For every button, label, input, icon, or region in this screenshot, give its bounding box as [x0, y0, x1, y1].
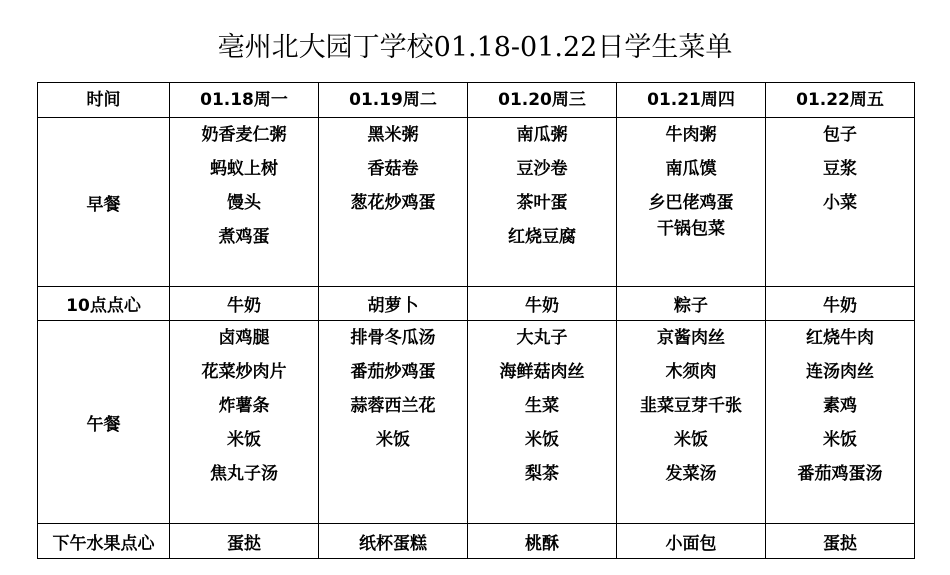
menu-item: 米饭 [525, 430, 559, 450]
breakfast-mon [170, 118, 319, 287]
menu-item: 焦丸子汤 [210, 464, 278, 484]
day-header-fri: 01.22周五 [766, 83, 915, 118]
menu-item: 生菜 [525, 396, 559, 416]
snack-thu: 粽子 [617, 287, 766, 321]
menu-item: 番茄炒鸡蛋 [350, 362, 436, 382]
time-header: 时间 [38, 83, 170, 118]
menu-item: 煮鸡蛋 [218, 227, 270, 247]
menu-item: 红烧牛肉 [806, 328, 874, 348]
breakfast-fri [766, 118, 915, 287]
day-header-wed: 01.20周三 [468, 83, 617, 118]
afternoon-snack-thu: 小面包 [617, 524, 766, 559]
snack-row [38, 287, 915, 321]
snack-mon: 牛奶 [170, 287, 319, 321]
afternoon-snack-mon: 蛋挞 [170, 524, 319, 559]
afternoon-snack-fri: 蛋挞 [766, 524, 915, 559]
breakfast-thu [617, 118, 766, 287]
menu-item: 连汤肉丝 [806, 362, 874, 382]
lunch-thu [617, 321, 766, 524]
menu-item: 乡巴佬鸡蛋 [648, 193, 734, 213]
menu-item: 韭菜豆芽千张 [640, 396, 742, 416]
menu-item: 大丸子 [516, 328, 568, 348]
menu-item: 排骨冬瓜汤 [350, 328, 436, 348]
lunch-mon [170, 321, 319, 524]
page-title: 亳州北大园丁学校01.18-01.22日学生菜单 [217, 32, 733, 63]
menu-item: 炸薯条 [218, 396, 270, 416]
menu-item: 包子 [823, 125, 857, 145]
menu-item: 米饭 [376, 430, 410, 450]
menu-item: 黑米粥 [367, 125, 419, 145]
menu-item: 木须肉 [665, 362, 717, 382]
menu-item: 卤鸡腿 [218, 328, 270, 348]
menu-item: 花菜炒肉片 [201, 362, 287, 382]
menu-item: 京酱肉丝 [657, 328, 725, 348]
menu-item: 番茄鸡蛋汤 [797, 464, 883, 484]
menu-item: 牛肉粥 [665, 125, 717, 145]
menu-item: 红烧豆腐 [508, 227, 576, 247]
menu-item: 馒头 [227, 193, 261, 213]
menu-item: 海鲜菇肉丝 [499, 362, 585, 382]
breakfast-tue [319, 118, 468, 287]
menu-item: 豆浆 [823, 159, 857, 179]
menu-item: 南瓜粥 [516, 125, 568, 145]
lunch-tue [319, 321, 468, 524]
menu-item: 米饭 [227, 430, 261, 450]
menu-item: 素鸡 [823, 396, 857, 416]
snack-wed: 牛奶 [468, 287, 617, 321]
lunch-label: 午餐 [38, 321, 170, 524]
lunch-wed [468, 321, 617, 524]
snack-fri: 牛奶 [766, 287, 915, 321]
header-row [38, 83, 915, 118]
afternoon-snack-row [38, 524, 915, 559]
snack-tue: 胡萝卜 [319, 287, 468, 321]
menu-item: 蒜蓉西兰花 [350, 396, 436, 416]
afternoon-snack-tue: 纸杯蛋糕 [319, 524, 468, 559]
menu-table [37, 82, 915, 559]
menu-item: 干锅包菜 [657, 219, 725, 239]
menu-item: 米饭 [823, 430, 857, 450]
menu-item: 发菜汤 [665, 464, 717, 484]
menu-item: 豆沙卷 [516, 159, 568, 179]
day-header-thu: 01.21周四 [617, 83, 766, 118]
menu-item: 南瓜馍 [665, 159, 717, 179]
menu-item: 奶香麦仁粥 [201, 125, 287, 145]
menu-item: 小菜 [823, 193, 857, 213]
lunch-row [38, 321, 915, 524]
menu-item: 梨茶 [525, 464, 559, 484]
lunch-fri [766, 321, 915, 524]
snack-label: 10点点心 [38, 287, 170, 321]
afternoon-snack-wed: 桃酥 [468, 524, 617, 559]
day-header-mon: 01.18周一 [170, 83, 319, 118]
breakfast-wed [468, 118, 617, 287]
breakfast-label: 早餐 [38, 118, 170, 287]
breakfast-row [38, 118, 915, 287]
menu-item: 蚂蚁上树 [210, 159, 278, 179]
menu-item: 香菇卷 [367, 159, 419, 179]
menu-item: 葱花炒鸡蛋 [350, 193, 436, 213]
menu-item: 米饭 [674, 430, 708, 450]
afternoon-snack-label: 下午水果点心 [38, 524, 170, 559]
menu-item: 茶叶蛋 [516, 193, 568, 213]
day-header-tue: 01.19周二 [319, 83, 468, 118]
